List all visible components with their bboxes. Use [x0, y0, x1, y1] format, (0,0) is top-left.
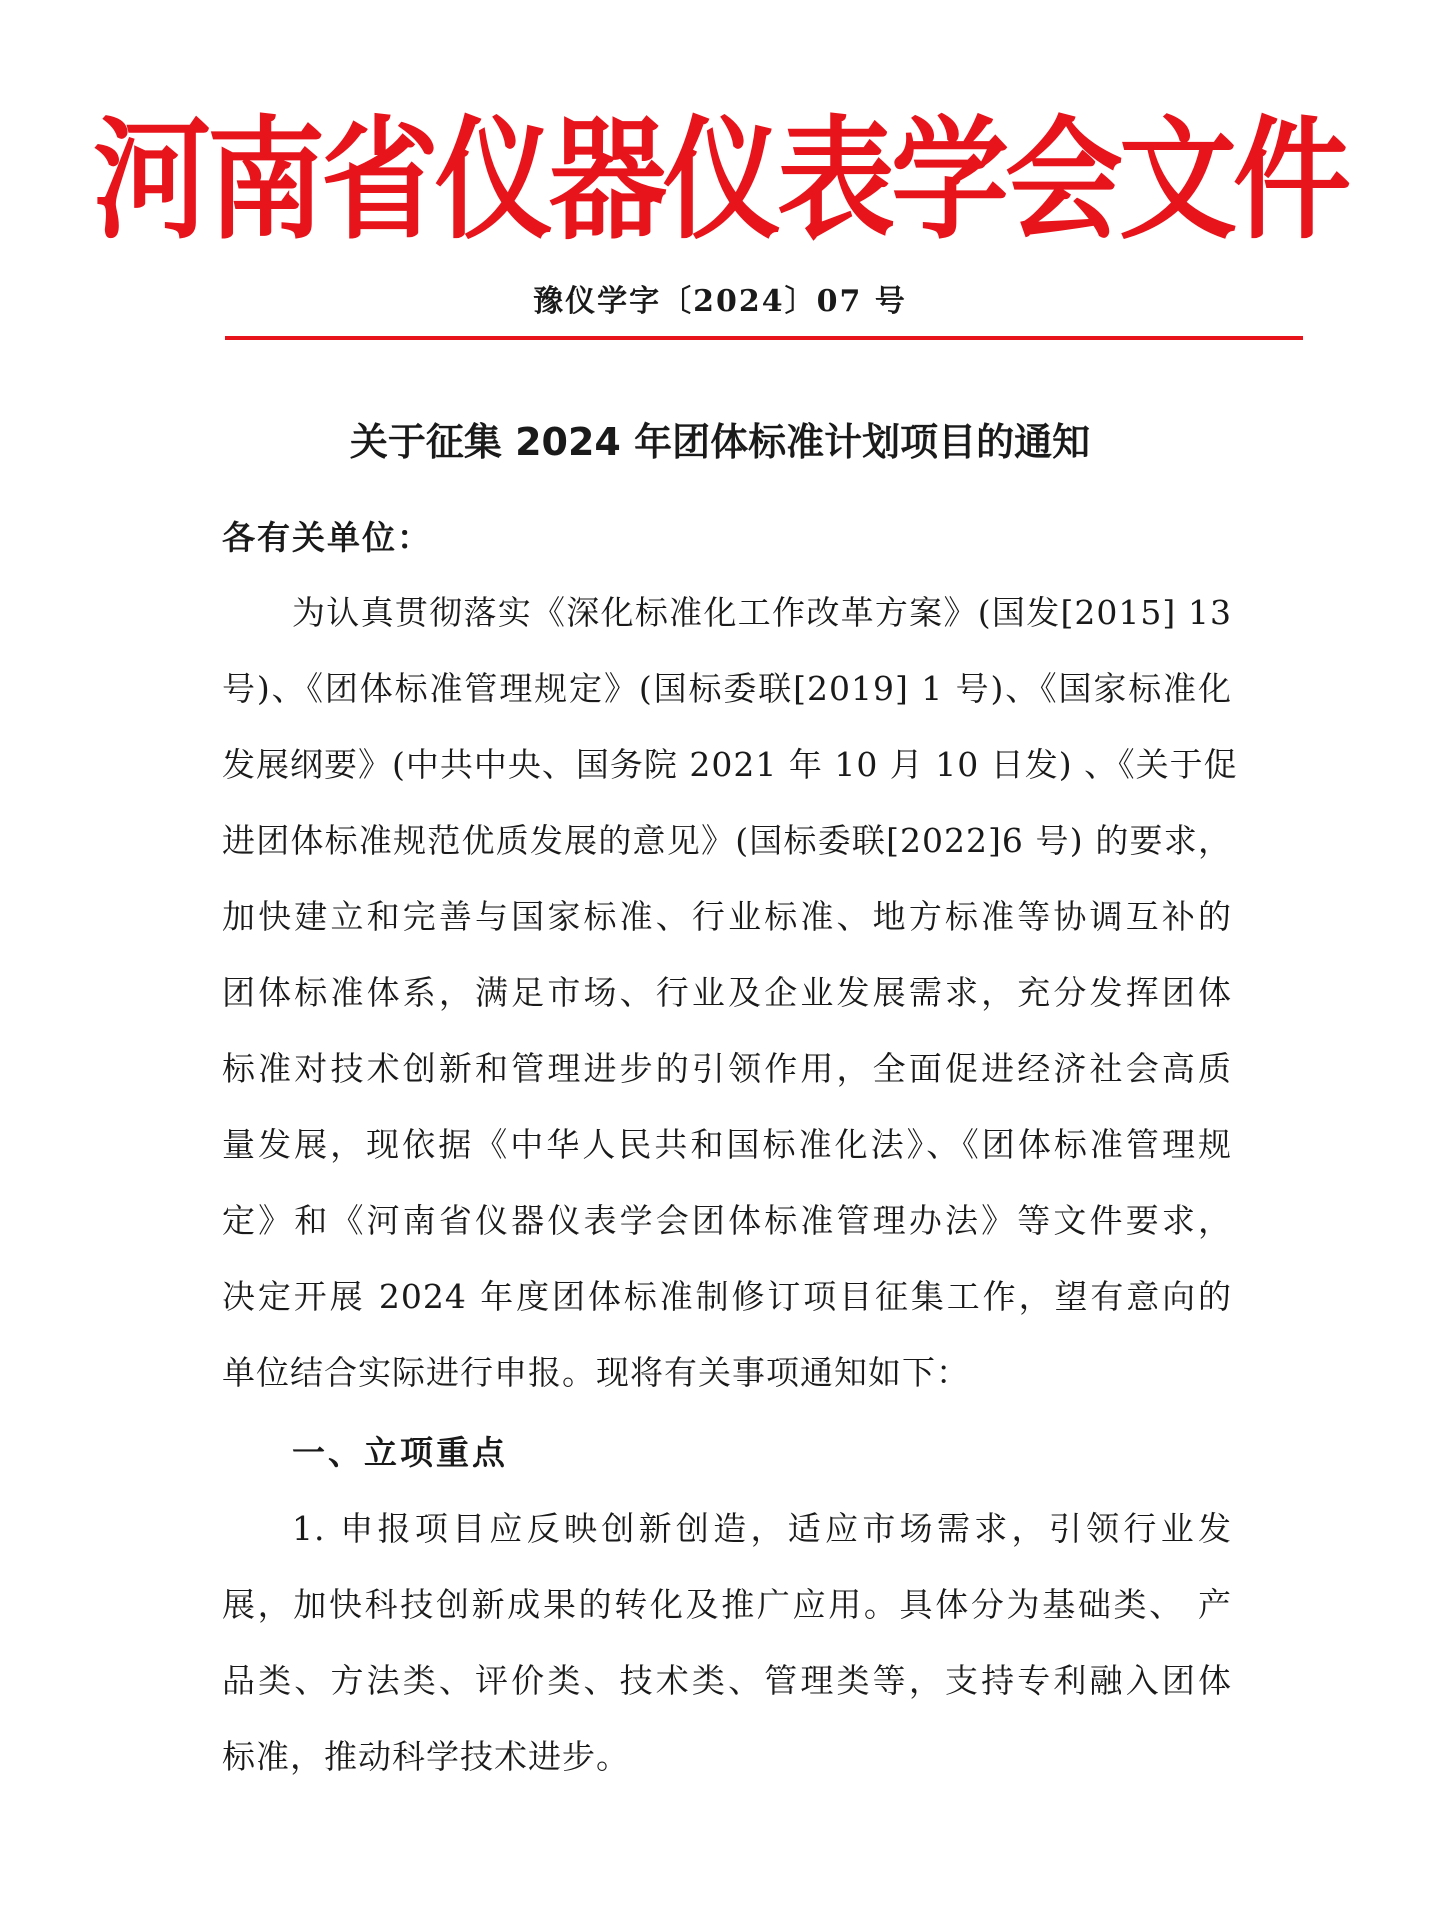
- paragraph-line: 展，加快科技创新成果的转化及推广应用。具体分为基础类、 产: [222, 1585, 1232, 1624]
- paragraph-line: 标准，推动科学技术进步。: [222, 1737, 630, 1776]
- paragraph-line: 加快建立和完善与国家标准、行业标准、地方标准等协调互补的: [222, 897, 1232, 936]
- salutation: 各有关单位：: [222, 518, 432, 557]
- paragraph-line: 号)、《团体标准管理规定》(国标委联[2019] 1 号)、《国家标准化: [222, 669, 1232, 708]
- paragraph-line: 1. 申报项目应反映创新创造，适应市场需求，引领行业发: [292, 1509, 1232, 1548]
- paragraph-line: 进团体标准规范优质发展的意见》(国标委联[2022]6 号) 的要求，: [222, 821, 1232, 860]
- paragraph-line: 发展纲要》(中共中央、国务院 2021 年 10 月 10 日发) 、《关于促: [222, 745, 1238, 784]
- red-divider-line: [225, 336, 1303, 340]
- section-heading: 一、立项重点: [292, 1433, 508, 1472]
- paragraph-line: 标准对技术创新和管理进步的引领作用，全面促进经济社会高质: [222, 1049, 1232, 1088]
- paragraph-line: 品类、方法类、评价类、技术类、管理类等，支持专利融入团体: [222, 1661, 1232, 1700]
- paragraph-line: 定》和《河南省仪器仪表学会团体标准管理办法》等文件要求，: [222, 1201, 1232, 1240]
- notice-title: 关于征集 2024 年团体标准计划项目的通知: [349, 420, 1091, 464]
- paragraph-line: 决定开展 2024 年度团体标准制修订项目征集工作，望有意向的: [222, 1277, 1232, 1316]
- document-number: 豫仪学字〔2024〕07 号: [533, 284, 907, 319]
- paragraph-line: 团体标准体系，满足市场、行业及企业发展需求，充分发挥团体: [222, 973, 1232, 1012]
- paragraph-line: 量发展，现依据《中华人民共和国标准化法》、《团体标准管理规: [222, 1125, 1232, 1164]
- paragraph-line: 为认真贯彻落实《深化标准化工作改革方案》(国发[2015] 13: [292, 593, 1232, 632]
- organization-masthead: 河南省仪器仪表学会文件: [92, 102, 1347, 258]
- paragraph-line: 单位结合实际进行申报。现将有关事项通知如下：: [222, 1353, 970, 1392]
